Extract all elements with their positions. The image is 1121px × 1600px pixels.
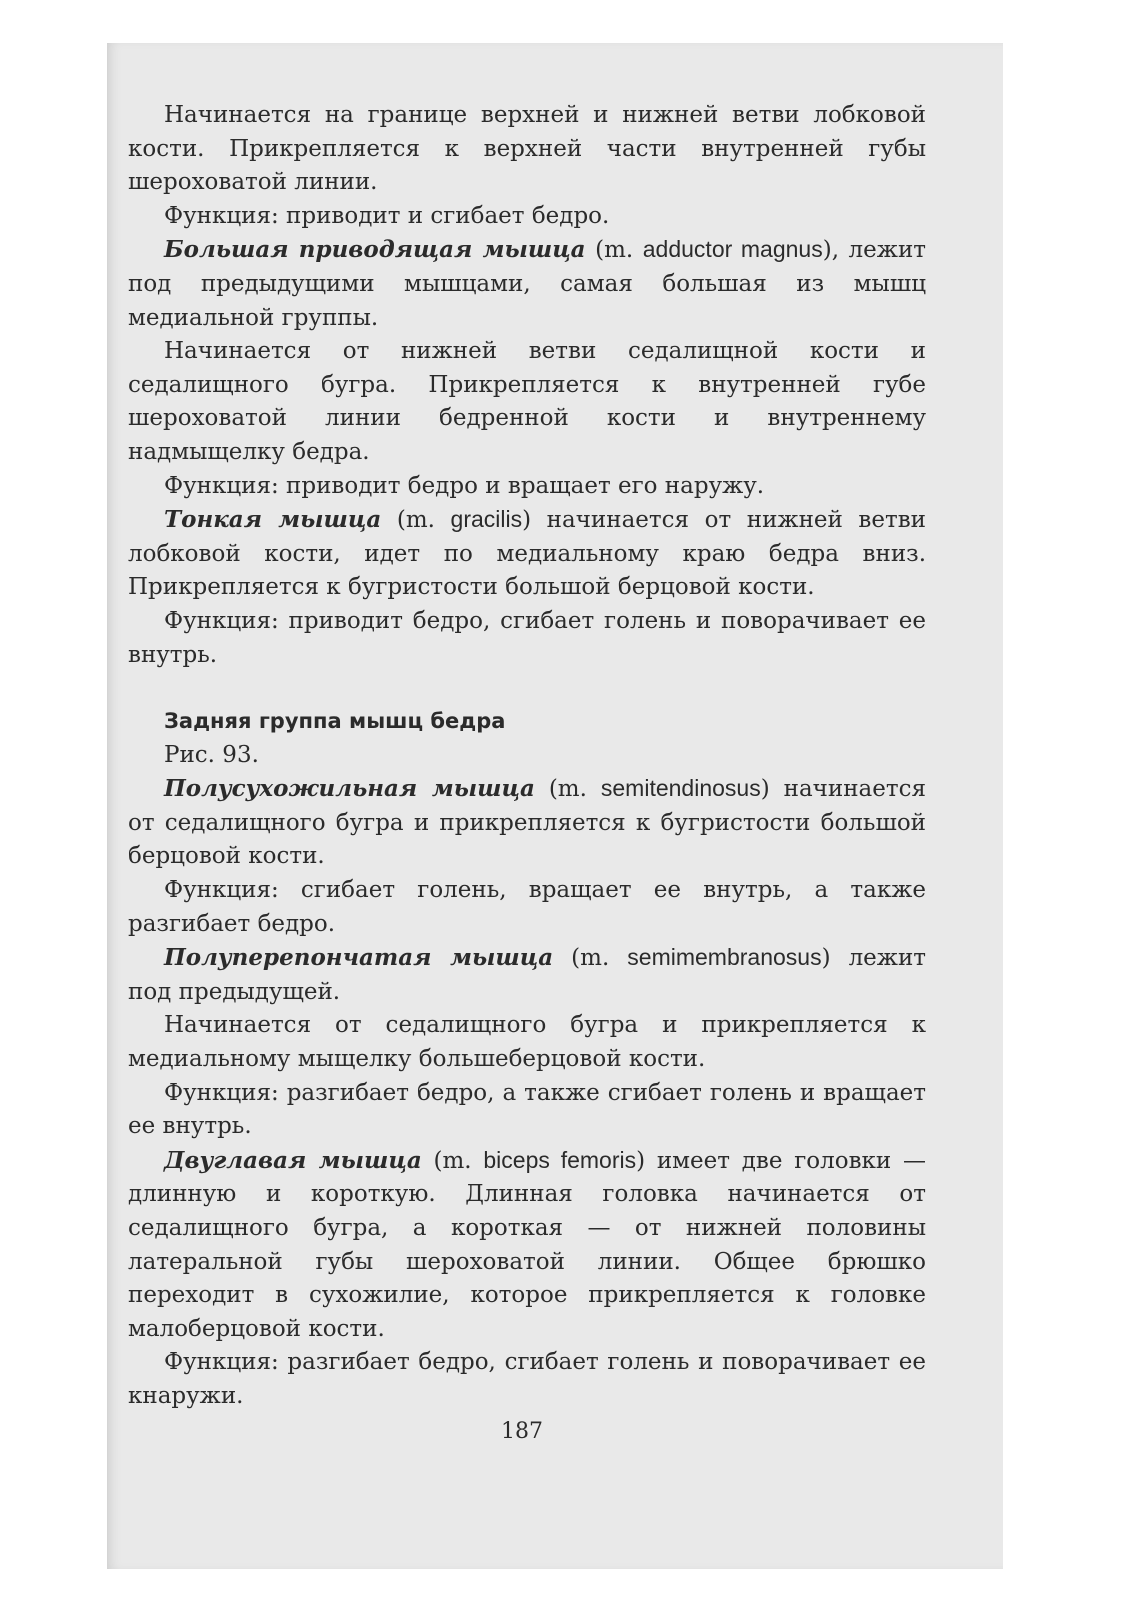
muscle-term: Двуглавая мышца [164, 1146, 422, 1174]
text-fragment: ) лежит под предыдущей. [128, 945, 926, 1005]
paragraph-origin-insertion: Начинается от седалищного бугра и прикрепляется к медиальному мыщелку большеберцовой кости. [128, 1012, 926, 1073]
text-fragment: (m. [553, 945, 628, 972]
paragraph-gracilis [128, 503, 926, 605]
paragraph-biceps-femoris [128, 1144, 926, 1347]
paragraph-function: Функция: приводит бедро и вращает его наружу. [164, 472, 765, 499]
latin-name: gracilis [450, 506, 523, 533]
latin-name: semimembranosus [627, 944, 822, 971]
text-fragment: ) начинается от нижней ветви лобковой кости, идет по медиальному краю бедра вниз. Прикрепляется к бугристости большой берцовой кости. [128, 507, 926, 601]
text-fragment: (m. [381, 507, 451, 534]
paragraph-function: Функция: приводит и сгибает бедро. [164, 202, 610, 229]
text-fragment: ) имеет две головки — длинную и короткую. Длинная головка начинается от седалищного бугра, а короткая — от нижней половины латеральной губы шероховатой линии. Общее брюшко переходит в сухожилие, которое прикрепляется к головке малоберцовой кости. [128, 1147, 927, 1342]
text-fragment: (m. [585, 237, 643, 264]
text-fragment: (m. [534, 776, 601, 803]
muscle-term: Полуперепончатая мышца [164, 944, 554, 972]
latin-name: semitendinosus [600, 775, 761, 802]
paragraph-function: Функция: разгибает бедро, сгибает голень и поворачивает ее кнаружи. [128, 1349, 926, 1409]
muscle-term: Полусухожильная мышца [164, 775, 535, 803]
figure-reference: Рис. 93. [164, 741, 259, 768]
page-body [128, 99, 926, 1414]
muscle-term: Большая приводящая мышца [164, 236, 586, 264]
latin-name: biceps femoris [483, 1146, 637, 1173]
paragraph-function: Функция: приводит бедро, сгибает голень и поворачивает ее внутрь. [128, 607, 926, 668]
paragraph-adductor-magnus [128, 233, 926, 335]
text-fragment: (m. [421, 1147, 484, 1174]
paragraph-function: Функция: разгибает бедро, а также сгибает голень и вращает ее внутрь. [128, 1079, 926, 1140]
section-heading: Задняя группа мышц бедра [164, 709, 506, 734]
paragraph-semimembranosus [128, 941, 926, 1009]
book-page [107, 43, 1003, 1569]
paragraph-function: Функция: сгибает голень, вращает ее внутрь, а также разгибает бедро. [128, 877, 926, 937]
muscle-term: Тонкая мышца [164, 506, 382, 534]
text-fragment: ), лежит под предыдущими мышцами, самая большая из мышц медиальной группы. [128, 237, 926, 331]
paragraph-origin-insertion: Начинается на границе верхней и нижней ветви лобковой кости. Прикрепляется к верхней части внутренней губы шероховатой линии. [128, 102, 926, 196]
latin-name: adductor magnus [642, 236, 823, 263]
text-fragment: ) начинается от седалищного бугра и прикрепляется к бугристости большой берцовой кости. [128, 776, 926, 870]
page-number: 187 [501, 1419, 543, 1444]
paragraph-origin-insertion: Начинается от нижней ветви седалищной кости и седалищного бугра. Прикрепляется к внутренней губе шероховатой линии бедренной кости и внутреннему надмыщелку бедра. [128, 338, 926, 465]
paragraph-semitendinosus [128, 772, 926, 874]
